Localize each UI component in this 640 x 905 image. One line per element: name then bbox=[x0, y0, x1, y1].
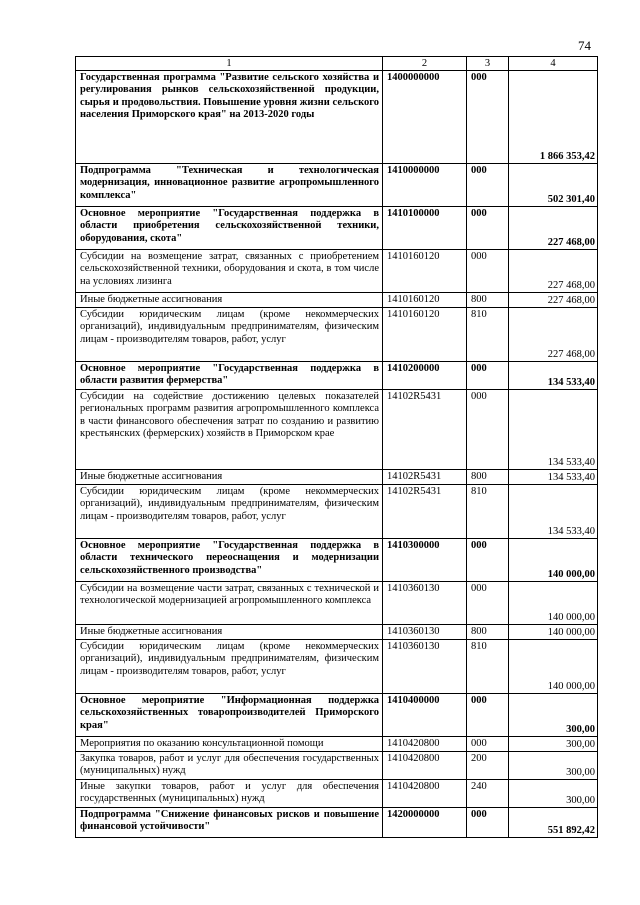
row-sum-cell: 134 533,40 bbox=[509, 362, 598, 390]
row-code-cell: 1410200000 bbox=[383, 362, 467, 390]
row-code-cell: 1410160120 bbox=[383, 293, 467, 308]
row-kvr-cell: 800 bbox=[467, 293, 509, 308]
row-kvr-cell: 240 bbox=[467, 780, 509, 808]
row-kvr-cell: 000 bbox=[467, 737, 509, 752]
row-kvr-cell: 810 bbox=[467, 485, 509, 539]
row-sum-cell: 227 468,00 bbox=[509, 250, 598, 293]
row-sum-cell: 300,00 bbox=[509, 752, 598, 780]
row-name-cell: Основное мероприятие "Государственная поддержка в области приобретения сельскохозяйственной техники, оборудования, скота" bbox=[76, 207, 383, 250]
row-name-cell: Иные бюджетные ассигнования bbox=[76, 625, 383, 640]
table-row bbox=[76, 640, 598, 694]
row-name-cell: Иные бюджетные ассигнования bbox=[76, 293, 383, 308]
row-code-cell: 1420000000 bbox=[383, 808, 467, 838]
row-name-cell: Субсидии юридическим лицам (кроме некоммерческих организаций), индивидуальным предпринимателям, физическим лицам - производителям товаров, работ, услуг bbox=[76, 485, 383, 539]
row-sum-cell: 140 000,00 bbox=[509, 625, 598, 640]
table-row bbox=[76, 539, 598, 582]
row-kvr-cell: 000 bbox=[467, 539, 509, 582]
table-row bbox=[76, 293, 598, 308]
row-name-cell: Субсидии на возмещение части затрат, связанных с технической и технологической модернизацией агропромышленного комплекса bbox=[76, 582, 383, 625]
table-row bbox=[76, 582, 598, 625]
row-name-cell: Основное мероприятие "Информационная поддержка сельскохозяйственных товаропроизводителей Приморского края" bbox=[76, 694, 383, 737]
table-row bbox=[76, 390, 598, 470]
row-code-cell: 14102R5431 bbox=[383, 470, 467, 485]
table-row bbox=[76, 694, 598, 737]
row-sum-cell: 1 866 353,42 bbox=[509, 71, 598, 164]
row-name-cell: Основное мероприятие "Государственная поддержка в области технического переоснащения и модернизации сельскохозяйственного производства" bbox=[76, 539, 383, 582]
row-name-cell: Государственная программа "Развитие сельского хозяйства и регулирования рынков сельскохозяйственной продукции, сырья и продовольствия. Повышение уровня жизни сельского населения Приморского края" на 2013-2020 годы bbox=[76, 71, 383, 164]
row-name-cell: Основное мероприятие "Государственная поддержка в области развития фермерства" bbox=[76, 362, 383, 390]
table-row bbox=[76, 164, 598, 207]
row-sum-cell: 227 468,00 bbox=[509, 308, 598, 362]
row-kvr-cell: 000 bbox=[467, 694, 509, 737]
row-name-cell: Субсидии юридическим лицам (кроме некоммерческих организаций), индивидуальным предпринимателям, физическим лицам - производителям товаров, работ, услуг bbox=[76, 308, 383, 362]
row-name-cell: Иные бюджетные ассигнования bbox=[76, 470, 383, 485]
row-code-cell: 1410160120 bbox=[383, 308, 467, 362]
table-row bbox=[76, 808, 598, 838]
row-sum-cell: 140 000,00 bbox=[509, 539, 598, 582]
row-sum-cell: 551 892,42 bbox=[509, 808, 598, 838]
row-name-cell: Субсидии на возмещение затрат, связанных с приобретением сельскохозяйственной техники, оборудования и скота, в том числе на условиях лизинга bbox=[76, 250, 383, 293]
column-header-kvr: 3 bbox=[467, 57, 509, 71]
row-kvr-cell: 800 bbox=[467, 625, 509, 640]
row-name-cell: Подпрограмма "Снижение финансовых рисков и повышение финансовой устойчивости" bbox=[76, 808, 383, 838]
row-kvr-cell: 000 bbox=[467, 71, 509, 164]
table-row bbox=[76, 470, 598, 485]
row-kvr-cell: 000 bbox=[467, 362, 509, 390]
row-code-cell: 1410360130 bbox=[383, 582, 467, 625]
table-header-row bbox=[76, 57, 598, 71]
row-sum-cell: 227 468,00 bbox=[509, 293, 598, 308]
row-name-cell: Мероприятия по оказанию консультационной помощи bbox=[76, 737, 383, 752]
row-kvr-cell: 000 bbox=[467, 582, 509, 625]
row-sum-cell: 502 301,40 bbox=[509, 164, 598, 207]
row-sum-cell: 134 533,40 bbox=[509, 390, 598, 470]
row-code-cell: 1410420800 bbox=[383, 780, 467, 808]
row-sum-cell: 300,00 bbox=[509, 780, 598, 808]
table-row bbox=[76, 737, 598, 752]
budget-table bbox=[75, 56, 598, 838]
row-sum-cell: 134 533,40 bbox=[509, 485, 598, 539]
row-kvr-cell: 000 bbox=[467, 164, 509, 207]
column-header-sum: 4 bbox=[509, 57, 598, 71]
row-sum-cell: 227 468,00 bbox=[509, 207, 598, 250]
row-name-cell: Подпрограмма "Техническая и технологическая модернизация, инновационное развитие агропромышленного комплекса" bbox=[76, 164, 383, 207]
row-code-cell: 1410000000 bbox=[383, 164, 467, 207]
row-sum-cell: 140 000,00 bbox=[509, 582, 598, 625]
page-number: 74 bbox=[578, 38, 591, 53]
table-row bbox=[76, 250, 598, 293]
row-sum-cell: 300,00 bbox=[509, 737, 598, 752]
row-code-cell: 1410160120 bbox=[383, 250, 467, 293]
table-row bbox=[76, 485, 598, 539]
row-sum-cell: 300,00 bbox=[509, 694, 598, 737]
row-sum-cell: 134 533,40 bbox=[509, 470, 598, 485]
row-code-cell: 14102R5431 bbox=[383, 390, 467, 470]
row-code-cell: 14102R5431 bbox=[383, 485, 467, 539]
row-code-cell: 1410420800 bbox=[383, 737, 467, 752]
row-name-cell: Субсидии юридическим лицам (кроме некоммерческих организаций), индивидуальным предпринимателям, физическим лицам - производителям товаров, работ, услуг bbox=[76, 640, 383, 694]
row-kvr-cell: 810 bbox=[467, 640, 509, 694]
table-row bbox=[76, 752, 598, 780]
row-code-cell: 1410360130 bbox=[383, 640, 467, 694]
column-header-name: 1 bbox=[76, 57, 383, 71]
row-code-cell: 1410100000 bbox=[383, 207, 467, 250]
row-name-cell: Закупка товаров, работ и услуг для обеспечения государственных (муниципальных) нужд bbox=[76, 752, 383, 780]
row-code-cell: 1400000000 bbox=[383, 71, 467, 164]
row-kvr-cell: 000 bbox=[467, 390, 509, 470]
row-kvr-cell: 800 bbox=[467, 470, 509, 485]
table-row bbox=[76, 207, 598, 250]
table-row bbox=[76, 308, 598, 362]
table-row bbox=[76, 780, 598, 808]
row-code-cell: 1410400000 bbox=[383, 694, 467, 737]
row-kvr-cell: 000 bbox=[467, 808, 509, 838]
row-code-cell: 1410300000 bbox=[383, 539, 467, 582]
row-kvr-cell: 000 bbox=[467, 250, 509, 293]
row-kvr-cell: 200 bbox=[467, 752, 509, 780]
table-row bbox=[76, 71, 598, 164]
row-kvr-cell: 810 bbox=[467, 308, 509, 362]
column-header-code: 2 bbox=[383, 57, 467, 71]
row-kvr-cell: 000 bbox=[467, 207, 509, 250]
row-code-cell: 1410360130 bbox=[383, 625, 467, 640]
row-name-cell: Субсидии на содействие достижению целевых показателей региональных программ развития агропромышленного комплекса в части финансового обеспечения затрат по созданию и развитию крестьянских (фермерских) хозяйств в Приморском крае bbox=[76, 390, 383, 470]
table-row bbox=[76, 625, 598, 640]
row-code-cell: 1410420800 bbox=[383, 752, 467, 780]
row-sum-cell: 140 000,00 bbox=[509, 640, 598, 694]
row-name-cell: Иные закупки товаров, работ и услуг для обеспечения государственных (муниципальных) нужд bbox=[76, 780, 383, 808]
table-row bbox=[76, 362, 598, 390]
